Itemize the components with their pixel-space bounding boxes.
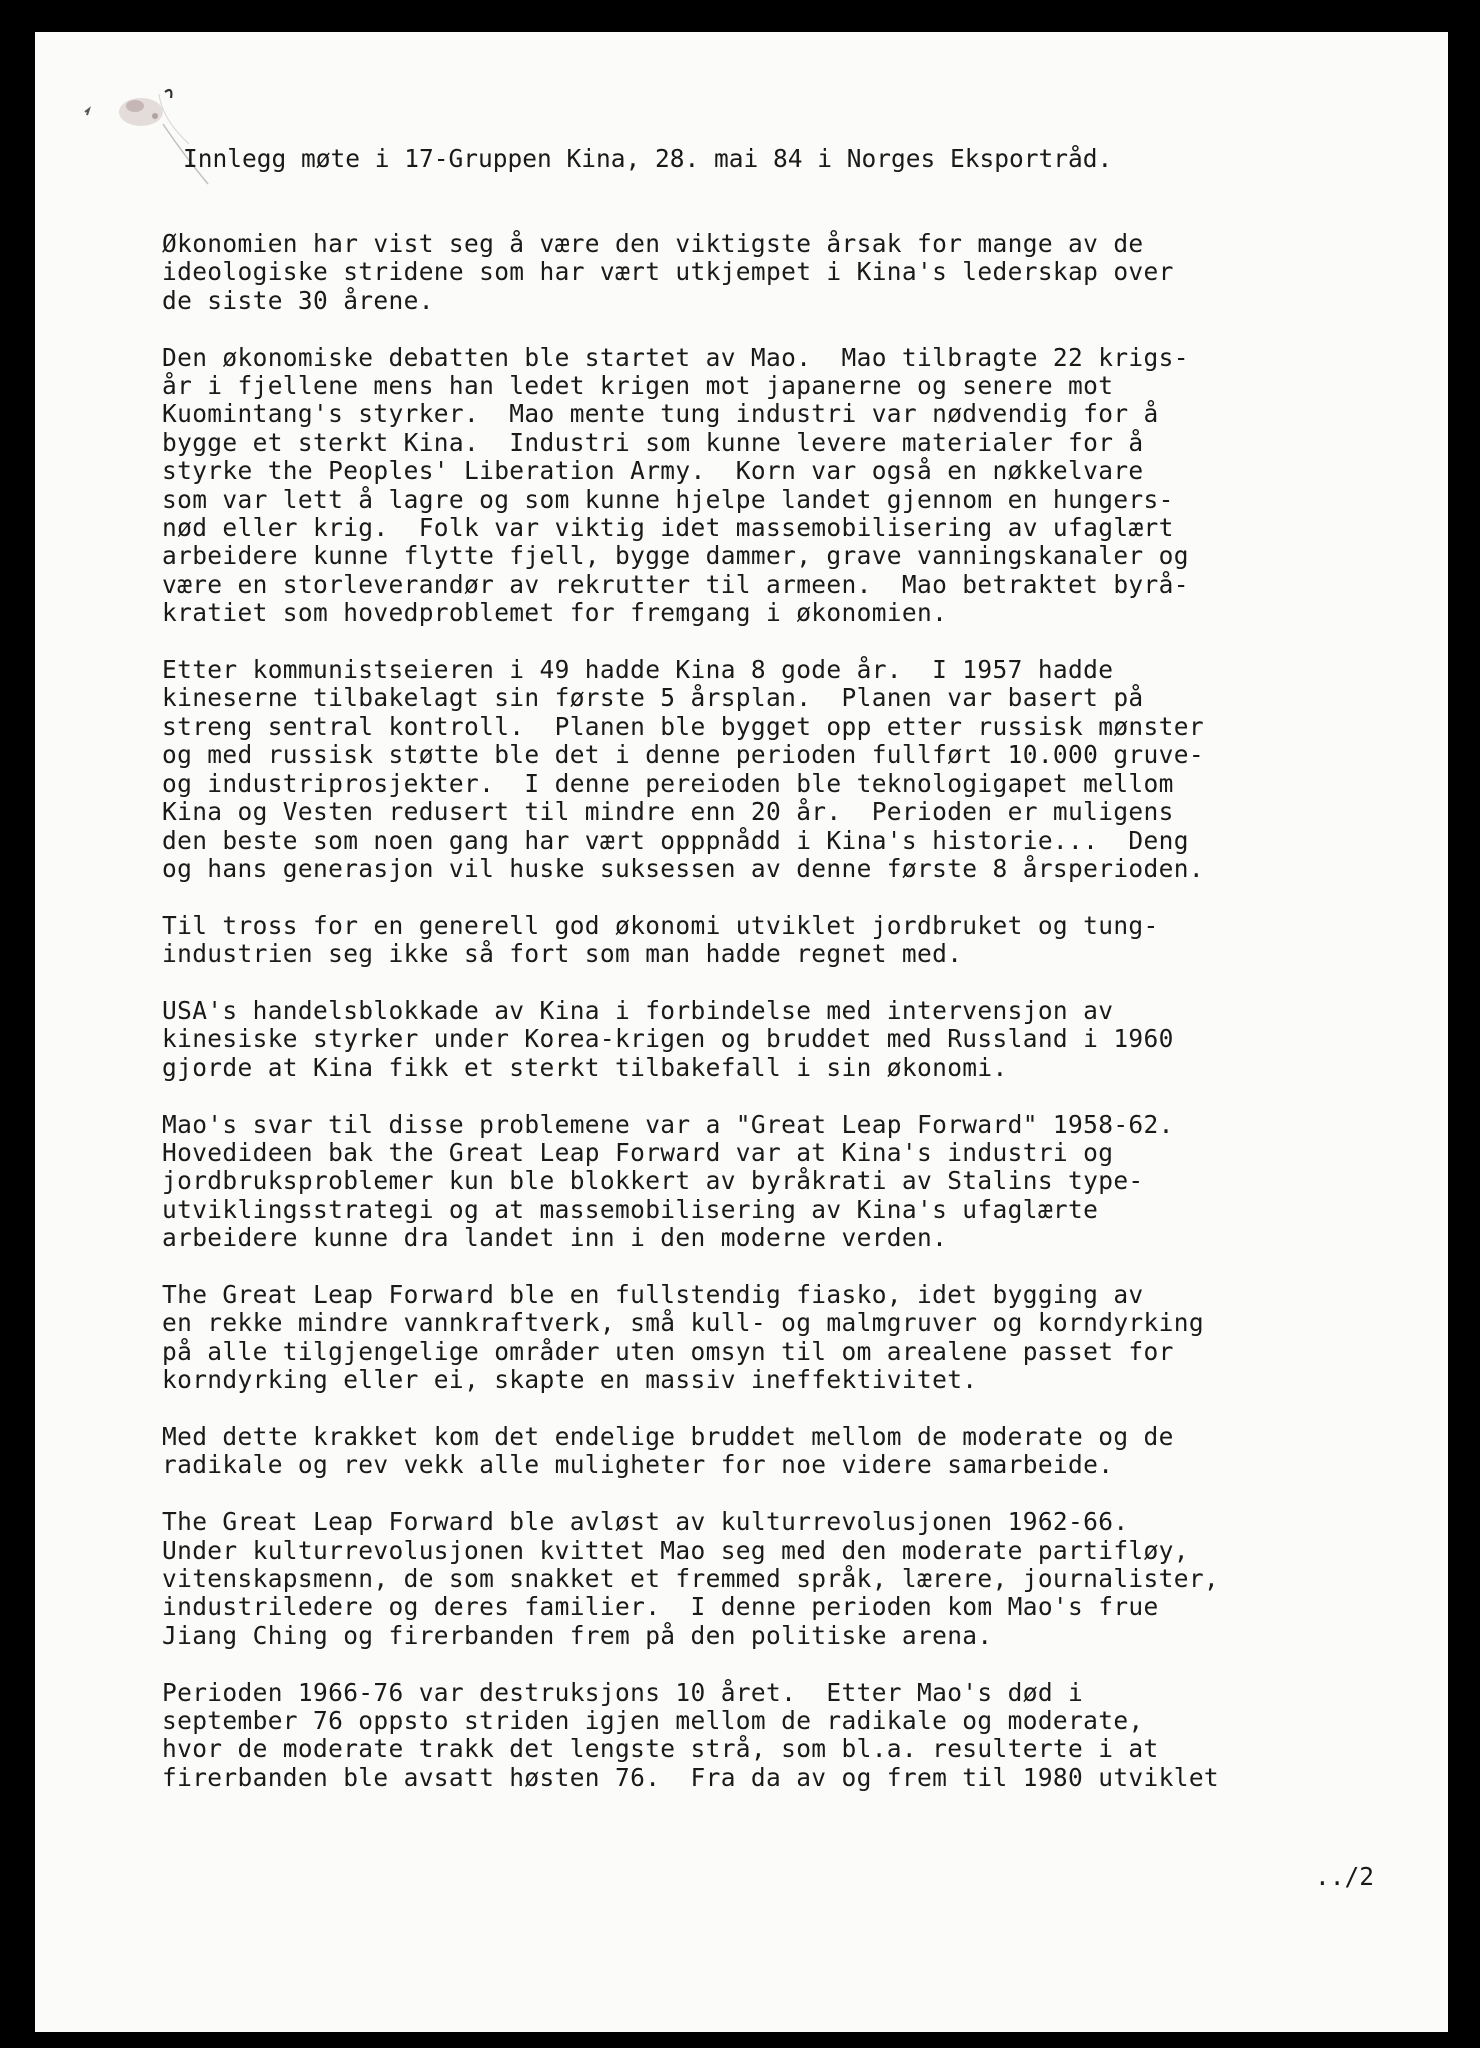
text-line: Mao's svar til disse problemene var a "Great Leap Forward" 1958-62. [162,1109,1174,1139]
text-line: nød eller krig. Folk var viktig idet massemobilisering av ufaglært [162,513,1174,543]
text-line: på alle tilgjengelige områder uten omsyn til om arealene passet for [162,1336,1174,1366]
text-line: bygge et sterkt Kina. Industri som kunne levere materialer for å [162,427,1144,457]
text-line: ideologiske stridene som har vært utkjempet i Kina's lederskap over [162,257,1174,287]
paragraph [162,230,1382,315]
paragraph [162,1423,1382,1480]
document-body [162,230,1382,1821]
text-line: den beste som noen gang har vært opppnådd i Kina's historie... Deng [162,825,1189,855]
paragraph [162,912,1382,969]
text-line: hvor de moderate trakk det lengste strå, som bl.a. resulterte i at [162,1734,1159,1764]
text-line: en rekke mindre vannkraftverk, små kull- og malmgruver og korndyrking [162,1308,1204,1338]
text-line: Etter kommunistseieren i 49 hadde Kina 8 gode år. I 1957 hadde [162,655,1114,685]
page-continuation-marker: ../2 [1315,1862,1375,1891]
text-line: Hovedideen bak the Great Leap Forward var at Kina's industri og [162,1137,1114,1167]
text-line: Den økonomiske debatten ble startet av Mao. Mao tilbragte 22 krigs- [162,342,1189,372]
text-line: USA's handelsblokkade av Kina i forbindelse med intervensjon av [162,995,1114,1025]
text-line: være en storleverandør av rekrutter til armeen. Mao betraktet byrå- [162,569,1189,599]
text-line: styrke the Peoples' Liberation Army. Korn var også en nøkkelvare [162,456,1144,486]
text-line: industriledere og deres familier. I denne perioden kom Mao's frue [162,1592,1159,1622]
text-line: utviklingsstrategi og at massemobilisering av Kina's ufaglærte [162,1194,1099,1224]
text-line: vitenskapsmenn, de som snakket et fremmed språk, lærere, journalister, [162,1563,1220,1593]
paragraph [162,1679,1382,1793]
paragraph [162,1508,1382,1650]
text-line: september 76 oppsto striden igjen mellom de radikale og moderate, [162,1705,1144,1735]
text-line: og med russisk støtte ble det i denne perioden fullført 10.000 gruve- [162,740,1204,770]
text-line: arbeidere kunne dra landet inn i den moderne verden. [162,1223,948,1253]
text-line: arbeidere kunne flytte fjell, bygge dammer, grave vanningskanaler og [162,541,1189,571]
text-line: kratiet som hovedproblemet for fremgang i økonomien. [162,598,948,628]
text-line: kineserne tilbakelagt sin første 5 årsplan. Planen var basert på [162,683,1144,713]
text-line: industrien seg ikke så fort som man hadde regnet med. [162,939,963,969]
text-line: kinesiske styrker under Korea-krigen og bruddet med Russland i 1960 [162,1024,1174,1054]
text-line: som var lett å lagre og som kunne hjelpe landet gjennom en hungers- [162,484,1174,514]
text-line: korndyrking eller ei, skapte en massiv ineffektivitet. [162,1365,978,1395]
document-title: Innlegg møte i 17-Gruppen Kina, 28. mai 84 i Norges Eksportråd. [183,144,1113,173]
text-line: Kuomintang's styrker. Mao mente tung industri var nødvendig for å [162,399,1159,429]
text-line: Kina og Vesten redusert til mindre enn 20 år. Perioden er muligens [162,797,1174,827]
paragraph [162,656,1382,883]
paragraph [162,997,1382,1082]
text-line: gjorde at Kina fikk et sterkt tilbakefall i sin økonomi. [162,1052,1008,1082]
text-line: Økonomien har vist seg å være den viktigste årsak for mange av de [162,229,1144,258]
text-line: Med dette krakket kom det endelige bruddet mellom de moderate og de [162,1421,1174,1451]
text-line: år i fjellene mens han ledet krigen mot japanerne og senere mot [162,371,1114,401]
text-line: firerbanden ble avsatt høsten 76. Fra da av og frem til 1980 utviklet [162,1762,1220,1792]
text-line: Perioden 1966-76 var destruksjons 10 året. Etter Mao's død i [162,1677,1084,1707]
ink-smudge-mark [75,54,225,204]
text-line: The Great Leap Forward ble en fullstendig fiasko, idet bygging av [162,1279,1144,1309]
paragraph [162,1111,1382,1253]
text-line: radikale og rev vekk alle muligheter for noe videre samarbeide. [162,1450,1114,1480]
text-line: Til tross for en generell god økonomi utviklet jordbruket og tung- [162,910,1159,940]
text-line: jordbruksproblemer kun ble blokkert av byråkrati av Stalins type- [162,1166,1144,1196]
text-line: The Great Leap Forward ble avløst av kulturrevolusjonen 1962-66. [162,1507,1129,1537]
text-line: de siste 30 årene. [162,285,434,315]
text-line: streng sentral kontroll. Planen ble bygget opp etter russisk mønster [162,711,1204,741]
text-line: og industriprosjekter. I denne pereioden ble teknologigapet mellom [162,768,1174,798]
text-line: og hans generasjon vil huske suksessen av denne første 8 årsperioden. [162,853,1204,883]
paragraph [162,344,1382,628]
text-line: Jiang Ching og firerbanden frem på den politiske arena. [162,1620,993,1650]
paragraph [162,1281,1382,1395]
text-line: Under kulturrevolusjonen kvittet Mao seg med den moderate partifløy, [162,1535,1189,1565]
